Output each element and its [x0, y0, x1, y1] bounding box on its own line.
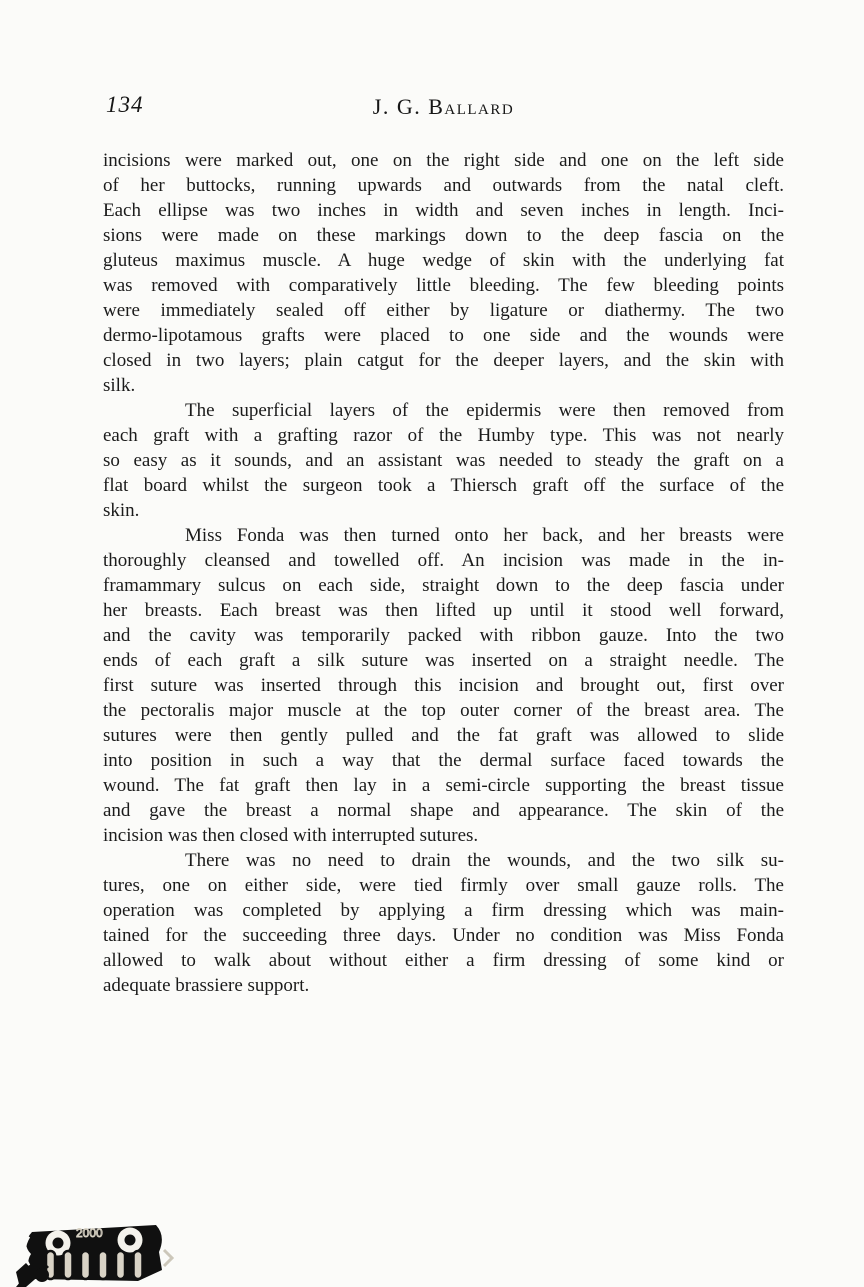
ink-stamp-artifact	[16, 1220, 176, 1287]
text-line: adequate brassiere support.	[103, 975, 310, 996]
text-line: into position in such a way that the dermal surface faced towards the	[103, 750, 784, 771]
running-head-author: J. G. Ballard	[372, 94, 515, 119]
text-line: so easy as it sounds, and an assistant was needed to steady the graft on a	[103, 450, 784, 471]
text-line: flat board whilst the surgeon took a Thiersch graft off the surface of the	[103, 475, 784, 496]
text-line: framammary sulcus on each side, straight down to the deep fascia under	[103, 575, 784, 596]
text-line: skin.	[103, 500, 140, 521]
text-line: and gave the breast a normal shape and appearance. The skin of the	[103, 800, 784, 821]
stamp-ring-right-core	[125, 1235, 136, 1246]
text-line: sions were made on these markings down to the deep fascia on the	[103, 225, 784, 246]
text-line: There was no need to drain the wounds, and the two silk su-	[185, 850, 784, 871]
stamp-crescent	[24, 1236, 29, 1266]
stamp-glyphs: 2000	[76, 1226, 103, 1240]
text-line: silk.	[103, 375, 136, 396]
text-line: her breasts. Each breast was then lifted up until it stood well forward,	[103, 600, 784, 621]
text-line: were immediately sealed off either by ligature or diathermy. The two	[103, 300, 784, 321]
stamp-ring-left-core	[53, 1238, 64, 1249]
text-line: wound. The fat graft then lay in a semi-circle supporting the breast tissue	[103, 775, 784, 796]
page-number: 134	[106, 92, 144, 117]
text-line: Miss Fonda was then turned onto her back, and her breasts were	[185, 525, 784, 546]
text-line: incisions were marked out, one on the right side and one on the left side	[103, 150, 784, 171]
text-line: dermo-lipotamous grafts were placed to one side and the wounds were	[103, 325, 784, 346]
text-line: tained for the succeeding three days. Under no condition was Miss Fonda	[103, 925, 784, 946]
text-line: sutures were then gently pulled and the fat graft was allowed to slide	[103, 725, 784, 746]
text-line: Each ellipse was two inches in width and seven inches in length. Inci-	[103, 200, 784, 221]
text-line: first suture was inserted through this incision and brought out, first over	[103, 675, 784, 696]
stamp-chevron	[164, 1250, 172, 1266]
text-line: was removed with comparatively little bleeding. The few bleeding points	[103, 275, 784, 296]
text-line: of her buttocks, running upwards and outwards from the natal cleft.	[103, 175, 784, 196]
text-line: tures, one on either side, were tied firmly over small gauze rolls. The	[103, 875, 784, 896]
text-line: The superficial layers of the epidermis were then removed from	[185, 400, 784, 421]
text-line: operation was completed by applying a firm dressing which was main-	[103, 900, 784, 921]
text-line: the pectoralis major muscle at the top outer corner of the breast area. The	[103, 700, 784, 721]
text-line: each graft with a grafting razor of the Humby type. This was not nearly	[103, 425, 784, 446]
text-line: ends of each graft a silk suture was inserted on a straight needle. The	[103, 650, 784, 671]
text-block	[103, 148, 784, 998]
text-line: gluteus maximus muscle. A huge wedge of skin with the underlying fat	[103, 250, 784, 271]
text-line: closed in two layers; plain catgut for the deeper layers, and the skin with	[103, 350, 784, 371]
text-line: allowed to walk about without either a firm dressing of some kind or	[103, 950, 784, 971]
text-line: and the cavity was temporarily packed with ribbon gauze. Into the two	[103, 625, 784, 646]
text-line: thoroughly cleansed and towelled off. An incision was made in the in-	[103, 550, 784, 571]
text-line: incision was then closed with interrupted sutures.	[103, 825, 479, 846]
